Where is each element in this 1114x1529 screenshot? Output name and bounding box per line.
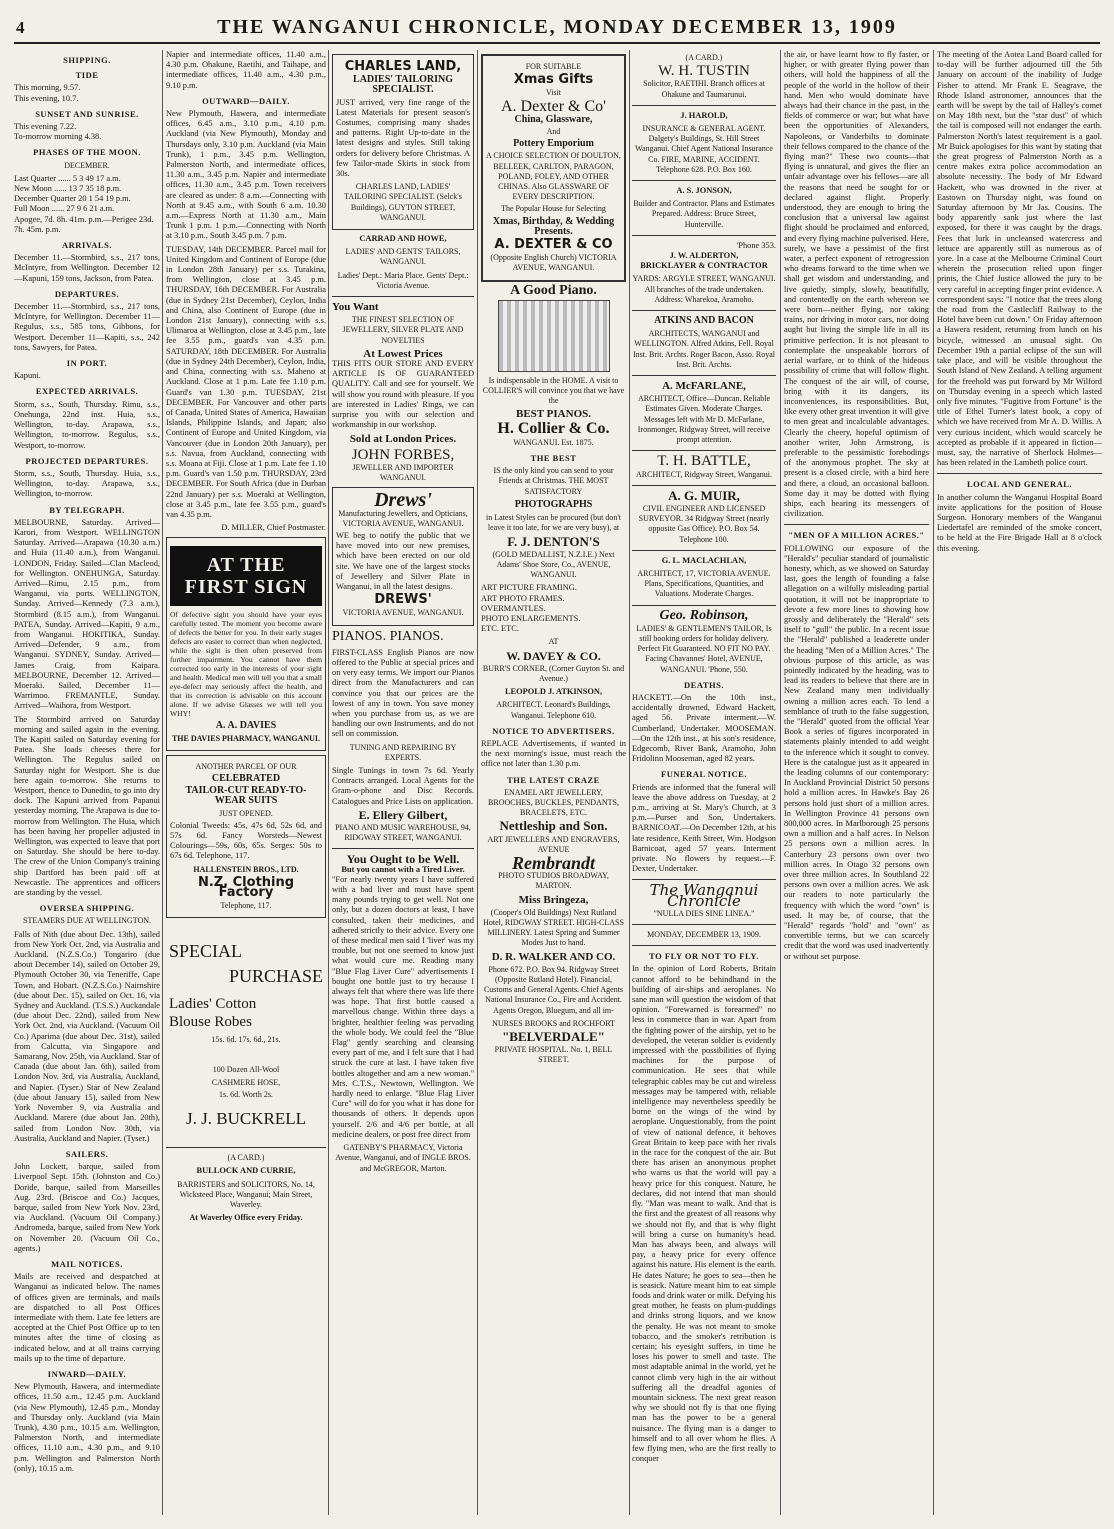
bullock-sub: BARRISTERS and SOLICITORS, No. 14, Wicksteed Place, Wanganui; Main Street, Waverley. bbox=[177, 1179, 315, 1210]
well-title: You Ought to be Well. bbox=[346, 852, 460, 867]
gilbert-name: E. Ellery Gilbert, bbox=[358, 807, 448, 822]
atkins-name: ATKINS AND BACON bbox=[654, 315, 754, 327]
pianos-text: FIRST-CLASS English Pianos are now offered to the Public at special prices and on very easy terms. We import our Pianos direct from the Manufacturers and can convince you that our prices are the lowest of any in town. You save money when you purchase from us, as we are handling our own Instruments, and do not sell on commission. bbox=[332, 647, 474, 739]
newspaper-title: THE WANGANUI CHRONICLE, MONDAY DECEMBER 13, 1909 bbox=[217, 16, 897, 38]
rembrandt-logo: Rembrandt bbox=[511, 852, 595, 873]
mcfarlane-name: A. McFARLANE, bbox=[662, 380, 746, 393]
alderton-name: J. W. ALDERTON, bbox=[669, 251, 739, 261]
column-editorial bbox=[784, 50, 929, 1520]
land-address: CHARLES LAND, LADIES' TAILORING SPECIALIST. (Selck's Buildings), GUYTON STREET, WANGANUI. bbox=[344, 182, 462, 222]
chronicle-nameplate: The Wanganui Chronicle bbox=[649, 881, 759, 910]
masthead bbox=[0, 0, 1114, 44]
column-ads-b bbox=[481, 50, 626, 1520]
moon-line: December Quarter 20 1 54 19 p.m. bbox=[14, 194, 131, 204]
moon-line: New Moon ...... 13 7 35 18 p.m. bbox=[14, 184, 122, 194]
alderton-phone: 'Phone 353. bbox=[736, 240, 776, 250]
pottery: Pottery Emporium bbox=[513, 138, 594, 150]
notice-text: REPLACE Advertisements, if wanted in the next morning's issue, must reach the office not later than 1.30 p.m. bbox=[481, 738, 626, 769]
art-line: PHOTO ENLARGEMENTS. bbox=[481, 613, 581, 623]
carrad-sub: LADIES' AND GENTS' TAILORS, WANGANUI. bbox=[345, 247, 461, 267]
hallenstein-opened: JUST OPENED. bbox=[219, 808, 273, 818]
davey-sub: BURR'S CORNER, (Corner Guyton St. and Avenue.) bbox=[482, 663, 625, 683]
overseas-heading: OVERSEA SHIPPING. bbox=[39, 903, 135, 914]
moon-line: Apogee, 7d. 8h. 41m. p.m.—Perigee 23d. 7h. 45m. p.m. bbox=[14, 214, 154, 234]
buckrell-hose-dozen: 100 Dozen All-Wool bbox=[212, 1065, 280, 1075]
column-divider bbox=[477, 50, 478, 1515]
local-text: The meeting of the Aotea Land Board called for to-day will be further adjourned till the 5th January on account of the inability of Judge Fisher to attend. Mr Frank E. Seagrave, the Rhode Island astronomer, announces that the earth will be swept by the tail of Halley's comet on May 18th next, but the "star dust" of which the tail is composed will not endanger the earth. Palmerston North's latest requirement is a gaol. Mr Buick apologises for this want by stating that the great progress of Palmerston North as a centre makes extra police accommodation an absolute necessity. The body of Mr Edward Hackett, who was drowned in the river at Eastown on Thursday night, was found on Saturday afternoon by Mr Jas. Cousins. The body apparently sank just where the last exposed, for there it was caught by the drags. Fees that lurk in uncleansed watercress and lettuce are apparently still as numerous as of yore. In a case at the Melbourne Criminal Court wherein the prosecution relied upon finger prints, the Chief Justice allowed the jury to be very careful in accepting finger print evidence. A correspondent says: "I notice that the trees along the road from the Castlecliff Railway to the Hotel have been cut down." On Friday afternoon a Hawera resident, returning from lunch on his bicycle, witnessed an unusual sight. On December 19th a partial eclipse of the sun will take place, and will be visible throughout the South Island of New Zealand. A telling argument for the freehold was put forward by Mr Wilford on Thursday evening in a speech which lasted only five minutes. "Fugitive from Fortune" is the title of Ethel Turner's latest book, a copy of which we have received from Mr A. D. Willis. A very curious incident, which would scarcely be accepted as probable if it appeared in fiction—must, say, the narrative of Sherlock Holmes—has been related in the Lambeth police court. bbox=[937, 50, 1102, 468]
hallenstein-name: HALLENSTEIN BROS., LTD. bbox=[193, 864, 299, 874]
battle-name: T. H. BATTLE, bbox=[657, 453, 751, 470]
jonson-name: A. S. JONSON, bbox=[676, 186, 732, 196]
buckrell-ad bbox=[166, 922, 326, 1142]
walker-name: D. R. WALKER AND CO. bbox=[491, 950, 616, 963]
nettleship-sub: ART JEWELLERS AND ENGRAVERS, AVENUE bbox=[487, 834, 620, 854]
good-piano: A Good Piano. bbox=[510, 282, 597, 298]
davies-body: Of defective sight you should have your eyes carefully tested. The moment you become aware of defects the better for you. In their early stages defects are easier to correct than when neglected, while the sight is then often preserved from further impairment. You cannot have them corrected too early in the interests of your sight and health. Medical men will tell you that a small eye-defect may seriously affect the health, and that its correction is advisable on this account alone. If we advise Glasses we will tell you WHY! bbox=[170, 610, 322, 719]
moon-heading: PHASES OF THE MOON. bbox=[33, 147, 141, 158]
lowest-prices: At Lowest Prices bbox=[363, 347, 443, 360]
sunset-line: To-morrow morning 4.38. bbox=[14, 132, 102, 142]
moon-line: Full Moon ...... 27 9 6 21 a.m. bbox=[14, 204, 115, 214]
muir-sub: CIVIL ENGINEER AND LICENSED SURVEYOR. 34 Ridgway Street (nearly opposite Gas Office). P.O. Box 54. Telephone 100. bbox=[638, 503, 770, 544]
buckrell-special: SPECIAL bbox=[169, 941, 243, 962]
davies-title: AT THE FIRST SIGN bbox=[170, 546, 322, 606]
divider bbox=[632, 105, 776, 106]
card-label: (A CARD.) bbox=[685, 53, 723, 62]
million-heading: "MEN OF A MILLION ACRES." bbox=[788, 530, 925, 541]
divider bbox=[632, 310, 776, 311]
nz-tel: Telephone, 117. bbox=[220, 901, 272, 911]
harold-name: J. HAROLD, bbox=[680, 110, 728, 120]
editorial-continued: the air, or have learnt how to fly faster, or higher, or with greater flying power than others, will hold the happiness of all the people of the world in the hollow of their hand. Men who would dominate have always had their chance in the past, in the fields of commerce or war; but what have been the opportunities of Alexanders, Napoleons, or Vanderbilts to dominate their fellows compared to the chance of the flying man?" These two counts—that flying is unnatural, and gives the flier an unfair advantage over his fellows—are all the reasons that need be sought for or declared against flight. Properly understood, they are enough to bring the conclusion that a universal law against flight should be proclaimed and enforced, and every flying machine pulverised. Here, surely, we have a pessimist of the first water, a perfect exponent of retrogression who dreams forward to the time when we shall get wisdom and understanding, and live quietly, simply, slowly, beautifully, and contentedly on the earth whereon we were born—neither flying, nor taking trains, nor driving in motor cars, nor doing aught but living the simple life in all its primitive perfection. It is not pleasant to contemplate the unspeakable horrors of aerial warfare, or to think of the hideous possibility of crime that will follow flight. The conquest of the air will, of course, bring with it its dangers, its inconveniences, its responsibilities. But, like every other great invention it will give to men great and incalculable advantages. Clearly the cheery, hopeful optimism of another writer, John Armstrong, is preferable to the pessimistic forebodings of the anonymous prophet. The sky at present is a closed circle, with a bird here and there, a cloud, an occasional balloon. Some day it may be dotted with flying ships, each bearing its messengers of civilization. bbox=[784, 50, 929, 519]
muir-name: A. G. MUIR, bbox=[668, 487, 740, 503]
art-line: ART PICTURE FRAMING. bbox=[481, 583, 577, 593]
bullock-friday: At Waverley Office every Friday. bbox=[189, 1213, 303, 1223]
davies-name: A. A. DAVIES bbox=[215, 720, 277, 732]
divider bbox=[632, 924, 776, 925]
at-label: AT bbox=[548, 637, 559, 647]
column-divider bbox=[328, 50, 329, 1515]
in-port-text: Kapuni. bbox=[14, 371, 41, 381]
column-local bbox=[937, 50, 1102, 1520]
land-sub: LADIES' TAILORING SPECIALIST. bbox=[353, 74, 453, 96]
header-rule bbox=[14, 42, 1100, 44]
dexter-address: (Opposite English Church) VICTORIA AVENUE, WANGANUI. bbox=[490, 253, 617, 273]
gatenby: GATENBY'S PHARMACY, Victoria Avenue, Wanganui, and of INGLE BROS. and McGREGOR, Marton. bbox=[335, 1143, 471, 1173]
bullock-name: BULLOCK AND CURRIE, bbox=[196, 1166, 296, 1176]
shipping-news: The Stormbird arrived on Saturday morning and sailed again in the evening. The Kapiti sailed on Saturday evening for Patea. She loads cheeses there for Wellington. The Regulus sailed on Saturday night for Westport. She is due here again to-morrow. She returns to Westport, thence to Dunedin, to go into dry dock. The Kapuni arrived from Papanui yesterday morning. The Arapawa is due to-morrow from Wellington. The Huia, which has been having her propeller adjusted in Wellington, was expected to leave that port on Saturday. She should be here to-day. The crew of the Union Company's training ship Dartford has been paid off at Newcastle. The apprentices and officers are standing by the vessel. bbox=[14, 714, 160, 898]
local-text-2: In another column the Wanganui Hospital Board invite applications for the position of House Surgeon. Honorary members of the Wanganui Liedertafel are reminded of the smoke concert, to be held at the Fire Brigade Hall at 8 o'clock this evening. bbox=[937, 492, 1102, 553]
column-divider bbox=[780, 50, 781, 1515]
telegraph-text: MELBOURNE, Saturday. Arrived—Karori, from Westport. WELLINGTON Saturday. Arrived—Arapawa (10.30 a.m.) and Huia (11.40 a.m.), from Wanganui. LONDON, Friday. Sailed—Clan Macleod, for Wellington. ONEHUNGA, Saturday. Arrived—Rimu, 2.15 p.m., from Wanganui, via ports. WELLINGTON, Sunday. Arrived—Kennedy (7.3 a.m.), Stormbird (8.15 a.m.), from Wanganui. PATEA, Sunday. Arrived—Kapiti, 9 a.m., from Wanganui. HOKITIKA, Sunday. Arrived—Defender, 9 a.m., from Wanganui. SYDNEY, Sunday. Arrived—James Craig, from Kaipara. MELBOURNE, December 12. Arrived—Moeraki. Sailed, December 11—Warrimoo. FREMANTLE, Sunday. Arrived—Waihora, from Westport. bbox=[14, 517, 160, 711]
nettleship-name: Nettleship and Son. bbox=[499, 818, 608, 834]
tide-heading: TIDE bbox=[75, 70, 99, 81]
outward-heading: OUTWARD—DAILY. bbox=[202, 95, 290, 106]
column-ads-a bbox=[332, 50, 474, 1520]
in-port-heading: IN PORT. bbox=[66, 358, 108, 369]
collier-name: H. Collier & Co. bbox=[497, 419, 610, 437]
lowest-text: THIS FITS OUR STORE AND EVERY ARTICLE IS OF GUARANTEED QUALITY. Call and see for yourself. We will show you round with pleasure. If you are interested in Ladies' Rings, we can surprise you with our selection and workmanship in our workshop. bbox=[332, 359, 474, 430]
tide-line: This evening, 10.7. bbox=[14, 93, 79, 103]
inward-heading: INWARD—DAILY. bbox=[47, 1368, 127, 1379]
buckrell-blouse: Blouse Robes bbox=[169, 1014, 252, 1030]
divider bbox=[632, 485, 776, 486]
pottery-text: A CHOICE SELECTION Of DOULTON, BELLEEK, CARLTON, PARAGON, POLAND, FOLEY, AND OTHER CHINAS. Also GLASSWARE OF EVERY DESCRIPTION. bbox=[486, 151, 621, 202]
editorial-text: In the opinion of Lord Roberts, Britain cannot afford to be behindhand in the building of air-ships and aeroplanes. No sane man will question the wisdom of that opinion. "Forewarned is forearmed" no less in commerce than in war. Apart from the fighting power of the airship, yet to be developed, the veteran soldier is evidently impressed with the possibilities of flying machines for the purpose of communication. He sees that while telegraphic cables may be cut and wireless messages may be tampered with, reliable intelligence may nevertheless speedily be borne on the wings of the wind by aeroplane. Unquestionably, from the point of view of national defence, it behoves Great Britain to keep pace with her rivals in the race for the conquest of the air. But there has arisen an anonymous prophet who warns us that the world will pay a heavy price for this conquest. Nature, he declares, did not intend that man should fly. "Man was meant to walk. And that is the first and the greatest of all reasons why we should not fly, and that is why flight will bring a curse on humanity's head. Man has always been, and always will pay, a heavy price for every offence against his nature. His element is the earth. He dates Nature; he goes to sea—then he is seasick. Nature meant him to eat simple foods and drink water or milk. Defying his great mother, he feasts on plum-puddings and drinks strong liquors, and we know the penalty. He was not meant to smoke tobacco, and the smoker's retribution is certain; his eyesight suffers, in time he loses his power to smell and taste. The most adaptable animal in the world, yet he cannot climb very high in the air without suffering all the dreadful agonies of mountain sickness. The next great reason why we should not fly is that one flying man has the power to be a general nuisance. The flying man is a danger to himself and to all over whom he flies. A few flying men, who are the first really to conquer bbox=[632, 964, 776, 1464]
moon-month: DECEMBER. bbox=[64, 160, 110, 170]
divider bbox=[332, 296, 474, 297]
popular-house: The Popular House for Selecting bbox=[501, 204, 606, 214]
drews-body: Manufacturing Jewellers, and Opticians, VICTORIA AVENUE, WANGANUI. bbox=[338, 508, 468, 528]
drews-title: Drews' bbox=[374, 489, 432, 512]
departures-text: December 11.—Stormbird, s.s., 217 tons, McIntyre, for Wellington. December 11—Regulus, s.s., 585 tons, Gibbons, for Westport. December 11—Kapiti, s.s., 242 tons, Sawyers, for Patea. bbox=[14, 302, 160, 352]
you-want-text: THE FINEST SELECTION OF JEWELLERY, SILVER PLATE AND NOVELTIES bbox=[342, 315, 464, 345]
page-number: 4 bbox=[16, 18, 25, 37]
land-ad bbox=[332, 54, 474, 230]
divider bbox=[632, 235, 776, 236]
drews-address: VICTORIA AVENUE, WANGANUI. bbox=[342, 608, 464, 618]
you-want: You Want bbox=[332, 301, 379, 314]
column-divider bbox=[933, 50, 934, 1515]
davies-ad bbox=[166, 537, 326, 750]
mail-continued: Napier and intermediate offices, 11.40 a.m., 4.30 p.m. Ohakune, Raetihi, and Taihape, and intermediate offices, 11.40 a.m., 4.30 p.m., 9.10 p.m. bbox=[166, 50, 326, 90]
moon-line: Last Quarter ...... 5 3 49 17 a.m. bbox=[14, 173, 121, 183]
divider bbox=[937, 473, 1102, 474]
belverdale-sub: PRIVATE HOSPITAL. No. 1, BELL STREET. bbox=[494, 1045, 613, 1065]
china: China, Glassware, bbox=[514, 113, 593, 125]
divider bbox=[784, 524, 929, 525]
buckrell-hose: CASHMERE HOSE, bbox=[211, 1077, 281, 1087]
divider bbox=[632, 550, 776, 551]
best-text: IS the only kind you can send to your Friends at Christmas. THE MOST SATISFACTORY bbox=[493, 466, 614, 496]
davies-firm: THE DAVIES PHARMACY, WANGANUI. bbox=[171, 733, 321, 743]
divider bbox=[166, 1147, 326, 1148]
tuning-text: Single Tunings in town 7s 6d. Yearly Contracts arranged. Local Agents for the Gram-o-phone and Disc Records. Catalogues and Price Lists on application. bbox=[332, 765, 474, 806]
tustin-name: W. H. TUSTIN bbox=[658, 63, 750, 80]
mcfarlane-sub: ARCHITECT, Office—Duncan. Reliable Estimates Given. Moderate Charges. Messages left with Mr D. McFarlane, Ironmonger, Ridgway Street, will receive prompt attention. bbox=[637, 394, 771, 445]
dexter-ad bbox=[481, 54, 626, 282]
mail-text: Mails are received and despatched at Wanganui as indicated below. The names of offices given are terminals, and mails are dispatched to all Post Offices intermediate with them. Late fee letters are accepted at the Chief Post Office up to ten minutes after the time of closing as indicated below, and at all trains carrying mails up to the time of departure. bbox=[14, 1272, 160, 1363]
belverdale: "BELVERDALE" bbox=[502, 1029, 605, 1045]
tuning-heading: TUNING AND REPAIRING BY EXPERTS. bbox=[349, 742, 457, 762]
divider bbox=[632, 375, 776, 376]
buckrell-purchase: PURCHASE bbox=[228, 965, 323, 986]
funeral-text: Friends are informed that the funeral will leave the above address on Tuesday, at 2 p.m., arriving at St. Mary's Church, at 3 p.m.—Purser and Son, Undertakers. BARNICOAT.—On December 12th, at his late residence, Keith Street, Wm. Hodgson Barnicoat, aged 57 years. Interment private. No flowers by request.—F. Dexter, Undertaker. bbox=[632, 782, 776, 874]
projected-heading: PROJECTED DEPARTURES. bbox=[25, 455, 149, 466]
divider bbox=[632, 450, 776, 451]
land-title: CHARLES LAND, bbox=[344, 59, 462, 74]
forbes-name: JOHN FORBES, bbox=[351, 446, 455, 463]
art-line: ETC. ETC. bbox=[481, 624, 519, 634]
telegraph-heading: BY TELEGRAPH. bbox=[49, 504, 125, 515]
robinson-sub: LADIES' & GENTLEMEN'S TAILOR, Is still booking orders for holiday delivery. Perfect Fit Guaranteed. NO FIT NO PAY. Facing Chavannes' Hotel, AVENUE, WANGANUI. 'Phone, 550. bbox=[636, 623, 772, 674]
buckrell-hose-price: 1s. 6d. Worth 2s. bbox=[219, 1089, 273, 1099]
carrad-depts: Ladies' Dept.: Maria Place. Gents' Dept.: Victoria Avenue. bbox=[337, 270, 469, 290]
sailers-text: John Lockett, barque, sailed from Liverpool Sept. 15th. (Johnston and Co.) Doride, barque, sailed from Marseilles Aug. 23rd. (Briscoe and Co.) Jacques, barque, sailed from New York Nov. 23rd, via Auckland. (Vacuum Oil Company.) Andromeda, barque, sailed from New York on November 20. (Vacuum Oil Co., agents.) bbox=[14, 1162, 160, 1253]
land-body: JUST arrived, very fine range of the Latest Materials for present season's Costumes, comprising many shades and patterns. Right Up-to-date in the latest designs and styles. Still taking orders for delivery before Christmas. A few Tailor-made Skirts in stock from 30s. bbox=[336, 97, 470, 179]
rembrandt-sub: PHOTO STUDIOS BROADWAY, MARTON. bbox=[498, 871, 609, 891]
hallenstein-tailor: TAILOR-CUT READY-TO-WEAR SUITS bbox=[185, 785, 307, 807]
drews-name: DREWS' bbox=[374, 592, 432, 608]
xmas-visit: Visit bbox=[545, 88, 562, 98]
maclachlan-sub: ARCHITECT, 17, VICTORIA AVENUE. Plans, Specifications, Quantities, and Valuations. Moderate Charges. bbox=[637, 568, 771, 599]
buckrell-ladies: Ladies' Cotton bbox=[169, 995, 257, 1012]
piano-illustration bbox=[498, 300, 610, 372]
drews-text: WE beg to notify the public that we have moved into our new premises, which have been erected on our old site. We have one of the largest stocks of Jewellery and Silver Plate in Wanganui, in all the latest designs. bbox=[336, 530, 470, 591]
column-divider bbox=[629, 50, 630, 1515]
alderton-sub: YARDS: ARGYLE STREET, WANGANUI. All branches of the trade undertaken. Address: Wharekoa, Aramoho. bbox=[632, 274, 776, 304]
hallenstein-parcel: ANOTHER PARCEL OF OUR bbox=[195, 761, 297, 771]
atkinson-sub: ARCHITECT. Leonard's Buildings, Wanganui. Telephone 610. bbox=[496, 700, 611, 720]
column-shipping bbox=[14, 50, 160, 1520]
hallenstein-celebrated: CELEBRATED bbox=[211, 772, 281, 784]
card-label: (A CARD.) bbox=[227, 1153, 265, 1163]
column-mails bbox=[166, 50, 326, 1520]
photo-text: in Latest Styles can be procured (but don't leave it too late, for we are very busy), at bbox=[486, 513, 621, 533]
bringeza-sub: (Cooper's Old Buildings) Next Rutland Hotel, RIDGWAY STREET. HIGH-CLASS MILLINERY. Latest Spring and Summer Modes Just to hand. bbox=[483, 907, 624, 948]
funeral-heading: FUNERAL NOTICE. bbox=[661, 769, 747, 780]
divider bbox=[632, 605, 776, 606]
carrad-name: CARRAD AND HOWE, bbox=[359, 234, 447, 244]
overseas-text: Falls of Nith (due about Dec. 13th), sailed from New York Oct. 2nd, via Australia and Auckland. (N.Z.S.Co.) Tongariro (due about December 14), sailed on October 29, Plymouth October 30, via Teneriffe, Cape Town, and Hobart. (N.Z.S.Co.) Nairnshire (due about Dec. 15), sailed on Oct. 16, via Sydney and Auckland. (T.S.S.) Auckandale (due about Dec. 22nd), sailed from New York Oct. 2nd, via Auckland. (Vacuum Oil Co.) Aparima (due about Dec. 31st), sailed from Calcutta, via Singapore and Samarang, Nov. 25th, via Auckland. Star of Canada (due about Jan. 6th), sailed from London Nov. 3rd, via Australia, Auckland, and Napier. (Tyser.) Star of New Zealand (due about January 15), sailed from New York November 9, via Australia and Auckland. Marere (due about Jan. 20th), sailed from London Nov. 30th, via Australia, Auckland and Napier. (Tyser.) bbox=[14, 929, 160, 1143]
nurses: NURSES BROOKS and ROCHFORT bbox=[492, 1018, 615, 1028]
best-pianos: BEST PIANOS. bbox=[516, 408, 591, 421]
deaths-heading: DEATHS. bbox=[684, 679, 724, 690]
shipping-heading: SHIPPING. bbox=[63, 55, 111, 65]
battle-sub: ARCHITECT, Ridgway Street, Wanganui. bbox=[636, 469, 772, 479]
postmaster: D. MILLER, Chief Postmaster. bbox=[221, 523, 326, 533]
atkins-sub: ARCHITECTS, WANGANUI and WELLINGTON. Alfred Atkins, Fell. Royal Inst. Brit. Archts. Roger Bacon, Asso. Royal Inst. Brit. Archts. bbox=[633, 329, 775, 369]
photographs: PHOTOGRAPHS bbox=[514, 498, 593, 510]
davey-name: W. DAVEY & CO. bbox=[506, 648, 601, 663]
arrivals-text: December 11.—Stormbird, s.s., 217 tons, McIntyre, from Wellington. December 12—Kapuni, 159 tons, Jackson, from Patea. bbox=[14, 253, 160, 283]
nz-clothing: N.Z. Clothing Factory bbox=[197, 874, 295, 900]
robinson-name: Geo. Robinson, bbox=[659, 607, 749, 623]
xmas-gifts: Xmas Gifts bbox=[513, 72, 594, 88]
sunset-line: This evening 7.22. bbox=[14, 122, 77, 132]
expected-text: Storm, s.s., South, Thursday. Rimu, s.s., Onehunga, 22nd inst. Huia, s.s., Wellington, to-day. Arapawa, s.s., Wellington, to-morrow. Regulus, s.s., Westport, to-morrow. bbox=[14, 399, 160, 450]
sunset-heading: SUNSET AND SUNRISE. bbox=[35, 108, 139, 119]
divider bbox=[332, 848, 474, 849]
tustin-sub: Solicitor, RAETIHI. Branch offices at Ohakune and Taumarunui. bbox=[643, 79, 765, 99]
alderton-trade: BRICKLAYER & CONTRACTOR bbox=[640, 261, 768, 271]
london-prices: Sold at London Prices. bbox=[349, 432, 457, 445]
bringeza-name: Miss Bringeza, bbox=[518, 893, 589, 906]
local-heading: LOCAL AND GENERAL. bbox=[966, 479, 1073, 490]
expected-heading: EXPECTED ARRIVALS. bbox=[35, 386, 139, 397]
hallenstein-prices: Colonial Tweeds: 45s, 47s 6d, 52s 6d, and 57s 6d. Fancy Worsteds—Newest Colourings—59s, 60s, 65s. Serges: 50s to 67s 6d. Telephone, 117. bbox=[170, 820, 322, 861]
divider bbox=[632, 879, 776, 880]
sailers-heading: SAILERS. bbox=[65, 1148, 109, 1159]
projected-text: Storm, s.s., South, Thursday. Huia, s.s., Wellington, to-day. Arapawa, s.s., Wellington, to-morrow. bbox=[14, 468, 160, 499]
arrivals-heading: ARRIVALS. bbox=[62, 240, 112, 251]
gilbert-sub: PIANO AND MUSIC WAREHOUSE, 94, RIDGWAY STREET, WANGANUI. bbox=[335, 823, 471, 843]
hallenstein-ad bbox=[166, 755, 326, 919]
column-divider bbox=[162, 50, 163, 1515]
craze-heading: THE LATEST CRAZE bbox=[507, 774, 600, 785]
collier-sub: WANGANUI. Est. 1875. bbox=[513, 437, 594, 447]
divider bbox=[632, 945, 776, 946]
chronicle-date: MONDAY, DECEMBER 13, 1909. bbox=[647, 930, 761, 940]
overseas-sub: STEAMERS DUE AT WELLINGTON. bbox=[23, 916, 151, 926]
tide-line: This morning, 9.57. bbox=[14, 83, 81, 93]
harold-sub: INSURANCE & GENERAL AGENT. Dalgety's Buildings, St. Hill Street Wanganui. Chief Agent National Insurance Co. FIRE, MARINE, ACCIDENT. Telephone 628. P.O. Box 160. bbox=[635, 124, 773, 174]
chronicle-motto: "NULLA DIES SINE LINEA." bbox=[653, 908, 755, 918]
piano-text: Is indispensable in the HOME. A visit to COLLIER'S will convince you that we have the bbox=[482, 375, 625, 406]
editorial-heading: TO FLY OR NOT TO FLY. bbox=[649, 951, 759, 962]
pianos-title: PIANOS. PIANOS. bbox=[332, 628, 444, 644]
buckrell-name: J. J. BUCKRELL bbox=[186, 1109, 306, 1129]
liver-title: But you cannot with a Tired Liver. bbox=[341, 864, 465, 874]
denton-sub: (GOLD MEDALLIST, N.Z.I.E.) Next Adams' Shoe Store, Co., AVENUE, WANGANUI. bbox=[492, 549, 615, 580]
liver-text: "For nearly twenty years I have suffered with a bad liver and must have spent many pounds trying to get well. Not one only, but a dozen doctors at least, I have consulted, taken their medicines, and adhered strictly to their advice. Every one of these medical men said I 'liver' was my trouble, but not one seemed to know just what would cure me. Reading many "Blue Flag Liver Cure" advertisements I bought one bottle just to try because I always felt that where there was life there was hope. That first bottle caused a marvellous change. Within three days a brighter, healthier feeling was pervading the whole body. We could feel the "Blue Flag" gently searching and cleansing every part of me, and I felt sure that I had struck the cure at last. I have taken five bottles altogether and am a new woman." Mrs. C.T.S., Newtown, Wellington. We hardly need to enlarge. "Blue Flag Liver Cure" will do for you what it has done for thousands of others. It depends upon yourself. 2/6 and 4/6 per bottle, at all medicine dealers, or post free direct from bbox=[332, 874, 474, 1139]
drews-ad bbox=[332, 487, 474, 625]
xmas-for: FOR SUITABLE bbox=[525, 62, 582, 71]
dexter-name: A. Dexter & Co' bbox=[500, 97, 607, 115]
deaths-text: HACKETT.—On the 10th inst., accidentally drowned, Edward Hackett, aged 56. Private interment.—W. Cumberland, Undertaker. MOOSEMAN.—On the 12th inst., at his son's residence, Edgecomb, River Bank, Aramoho, John Fridolinn Mooseman, aged 82 years. bbox=[632, 692, 776, 764]
presents: Xmas, Birthday, & Wedding Presents. bbox=[492, 215, 615, 237]
enamel-text: ENAMEL ART JEWELLERY, BROOCHES, BUCKLES, PENDANTS, BRACELETS, ETC. bbox=[488, 787, 619, 818]
atkinson-name: LEOPOLD J. ATKINSON, bbox=[504, 687, 603, 697]
dexter-name-2: A. DEXTER & CO bbox=[494, 237, 613, 253]
denton-name: F. J. DENTON'S bbox=[507, 533, 600, 549]
art-line: OVERMANTLES. bbox=[481, 603, 546, 613]
maclachlan-name: G. L. MACLACHLAN, bbox=[661, 555, 747, 565]
walker-sub: Phone 672. P.O. Box 94. Ridgway Street (Opposite Rutland Hotel). Financial, Customs and General Agents. Chief Agents National Insurance Co., Fire and Accident. Agents Oregon, Bluegum, and all im- bbox=[483, 964, 624, 1015]
jonson-sub: Builder and Contractor. Plans and Estimates Prepared. Address: Bruce Street, Hunterville. bbox=[633, 199, 775, 229]
buckrell-blouse-prices: 15s. 6d. 17s. 6d., 21s. bbox=[211, 1035, 281, 1045]
column-cards bbox=[632, 50, 776, 1520]
inward-text: New Plymouth, Hawera, and intermediate offices, 11.50 a.m., 12.45 p.m. Auckland (via New Plymouth), 12.45 p.m., Monday and Thursday only. Auckland (via Main Trunk), 4.30 p.m., 10.15 a.m. Wellington, Palmerston North, and intermediate offices, 11.10 a.m., 4.30 p.m., and 9.10 p.m. Wellington and Palmerston North (only), 10.15 a.m. bbox=[14, 1382, 160, 1473]
mail-heading: MAIL NOTICES. bbox=[51, 1258, 123, 1269]
art-line: ART PHOTO FRAMES. bbox=[481, 593, 565, 603]
the-best: THE BEST bbox=[530, 453, 577, 464]
outward-text: New Plymouth, Hawera, and intermediate offices, 6.45 a.m., 3.10 p.m., 4.10 p.m. Auckland (via New Plymouth), Monday and Thursdays only, 3.10 p.m. Auckland (via Main Trunk), 1 p.m., 3.45 p.m. Wellington, Palmerston North, and intermediate offices, 11.30 a.m., 3.45 p.m. Napier and intermediate offices, 11.30 a.m., 3.45 p.m. Town receivers are cleared as under: 8 a.m.—Connecting with North at 9.45 a.m., with South 6 a.m. 10.30 a.m.—Express North at 11.30 a.m., Main Trunk 1 p.m. 1 p.m.—Connecting with North at 3.10 p.m., South 3.45 p.m. 7 p.m. bbox=[166, 109, 326, 241]
forbes-sub: JEWELLER AND IMPORTER WANGANUI. bbox=[352, 462, 454, 483]
divider bbox=[632, 180, 776, 181]
china-and: And bbox=[546, 127, 561, 137]
notice-heading: NOTICE TO ADVERTISERS. bbox=[492, 725, 615, 736]
million-text: FOLLOWING our exposure of the "Herald's" peculiar standard of journalistic honesty, which, as we showed on Saturday last, goes the length of founding a false allegation on a wilfully misleading partial quotation, it will not be inappropriate to devote a few more lines to showing how grossly and deliberately the "Herald" sets itself to "gull" the public. In a recent issue the "Herald" published a leaderette under the heading "Men of a Million Acres." The obvious purpose of this article, as was pointedly indicated by the heading, was to lead its readers to believe that there are in New Zealand many men individually owning a million acres each. To lend a semblance of truth to the false suggestion, the "Herald" quoted from the official Year Book a series of figures incorporated in statements plainly intended to add weight to the inference which it sought to convey. Here is the catalogue just as it appeared in the leading columns of our contemporary: In Auckland Provincial District 50 persons hold a million acres. In Hawke's Bay 26 persons hold just short of a million acres. In Wellington Province 41 persons own 800,000 acres. In Marlborough 25 persons own a million and a half acres. In Nelson 25 persons own a million acres. In Canterbury 23 persons own over two million acres. In Otago 32 persons own over three million acres. In Southland 22 persons own over a million acres. We ask our readers to note particularly the frequency with which the word "own" is used. It may be, of course, that the "Herald" regards "hold" and "own" as convertible terms, but we can scarcely credit that the word was used inadvertently or without set purpose. bbox=[784, 543, 929, 961]
mails-schedule: TUESDAY, 14th DECEMBER. Parcel mail for United Kingdom and Continent of Europe (due in London 28th January) per s.s. Turakina, from Wellington, close at 3.45 p.m. THURSDAY, 16th DECEMBER. For Australia (due in Sydney 21st December), Ceylon, India and China, also Continent of Europe (due in London 21st January), connecting with s.s. Ulimaroa at Wellington, close at 3.45 p.m., late fee 3.55 p.m., guard's van 4.35 p.m. SATURDAY, 18th DECEMBER. For Australia (due in Sydney 24th December), Ceylon, India, and China, connecting with s.s. Maheno at Auckland. Close at 1 p.m. Late fee 1.10 p.m. Guard's van 1.30 p.m. TUESDAY, 21st DECEMBER. For Vancouver and other parts of Canada, United States of America, Hawaiian Islands, Philippine Islands, and Japan; also Continent of Europe and United Kingdom, via Vancouver (due in London 20th January), per s.s. Navua, from Auckland, connecting with s.s. Moana at Fiji. Close at 1 p.m. Late fee 1.10 p.m. Guard's van 1.50 p.m. THURSDAY, 23rd DECEMBER. For South Africa (due in Durban 22nd January) per s.s. Moeraki at Wellington, close at 3.45 p.m., late fee 3.55 p.m., guard's van 4.35 p.m. bbox=[166, 244, 326, 519]
departures-heading: DEPARTURES. bbox=[54, 288, 120, 299]
